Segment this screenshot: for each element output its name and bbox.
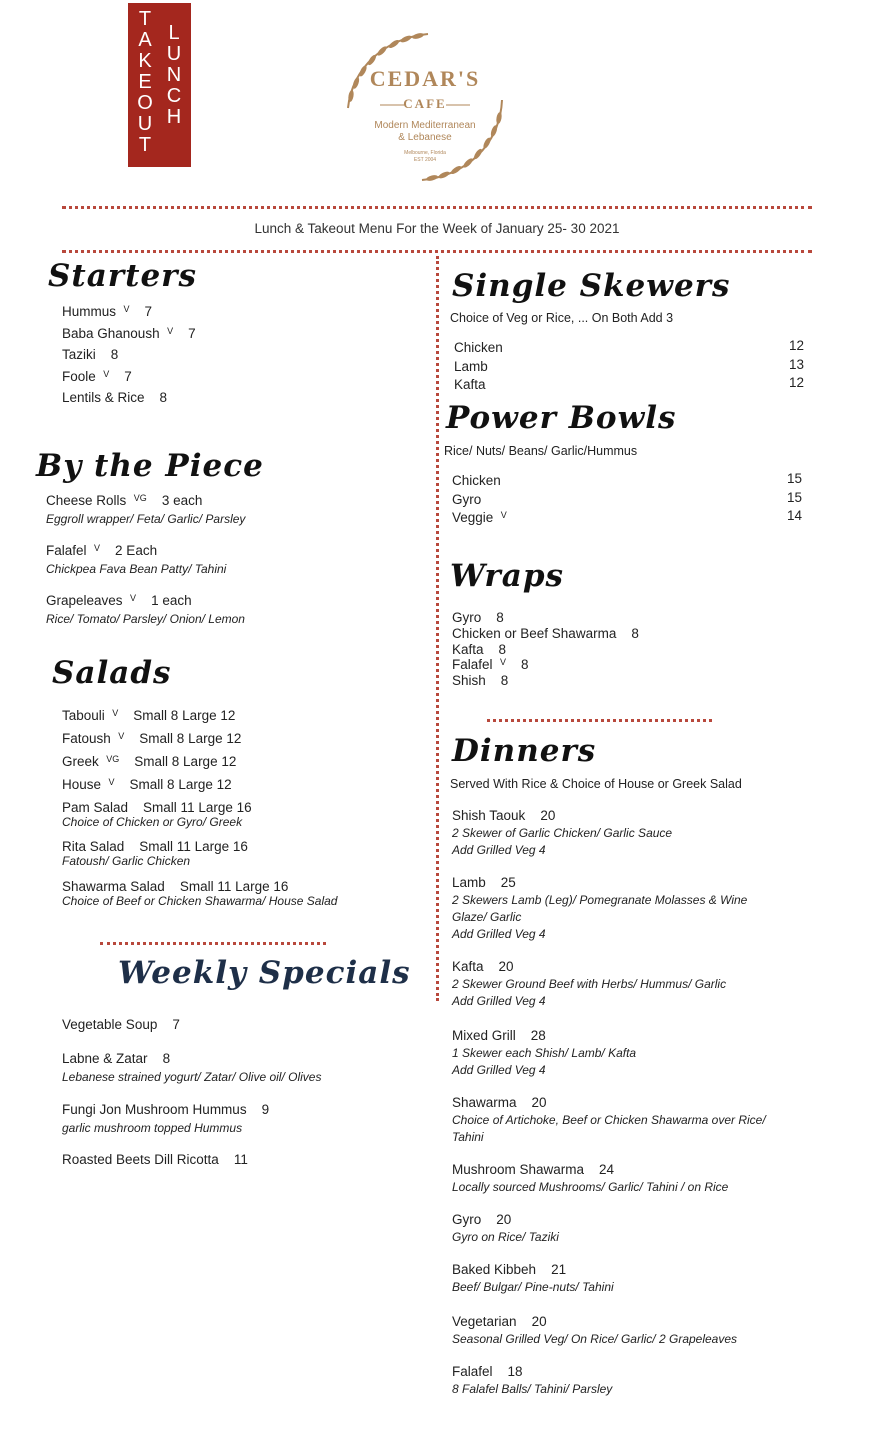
item-price: 7 bbox=[109, 368, 132, 384]
item-price: 20 bbox=[516, 1314, 547, 1329]
item-name: Cheese Rolls bbox=[46, 493, 127, 508]
diet-tag: V bbox=[159, 325, 174, 336]
dinner-item-desc: Tahini bbox=[452, 1130, 484, 1144]
item-price: 8 bbox=[506, 657, 529, 673]
skewer-item-name: Chicken bbox=[454, 340, 503, 355]
item-name: Gyro bbox=[452, 610, 482, 625]
item-name: Lentils & Rice bbox=[62, 390, 145, 405]
salad-item bbox=[62, 731, 241, 748]
item-price: 8 bbox=[144, 390, 168, 405]
item-name: Kafta bbox=[452, 641, 484, 657]
salad-item bbox=[62, 754, 236, 771]
item-name: Mushroom Shawarma bbox=[452, 1162, 585, 1177]
dinner-item bbox=[452, 959, 514, 975]
item-name: House bbox=[62, 777, 102, 792]
item-name: Fatoush bbox=[62, 731, 111, 746]
item-name: Rita Salad bbox=[62, 839, 125, 854]
dinner-item-desc: Gyro on Rice/ Taziki bbox=[452, 1230, 559, 1244]
item-name: Vegetarian bbox=[452, 1314, 517, 1329]
diet-tag: V bbox=[110, 731, 125, 741]
bowl-item-name: Veggie $^V$ bbox=[452, 510, 507, 525]
item-name: Foole bbox=[62, 368, 96, 384]
item-price: Small 8 Large 12 bbox=[118, 708, 236, 723]
item-price: 21 bbox=[536, 1262, 567, 1277]
wrap-item bbox=[452, 626, 639, 642]
item-name: Lamb bbox=[452, 875, 486, 890]
dinner-item-desc: Add Grilled Veg 4 bbox=[452, 843, 546, 857]
dinners-subtitle: Served With Rice & Choice of House or Greek Salad bbox=[450, 777, 742, 791]
piece-item-desc: Chickpea Fava Bean Patty/ Tahini bbox=[46, 562, 227, 576]
by-the-piece-heading: By the Piece bbox=[36, 448, 264, 484]
item-name: Falafel bbox=[452, 657, 493, 673]
item-price: 8 bbox=[485, 673, 509, 689]
item-name: Fungi Jon Mushroom Hummus bbox=[62, 1102, 247, 1117]
takeout-lunch-banner bbox=[128, 3, 191, 167]
bowl-item-price: 14 bbox=[786, 508, 802, 523]
diet-tag: VG bbox=[126, 493, 147, 503]
piece-item-desc: Eggroll wrapper/ Feta/ Garlic/ Parsley bbox=[46, 512, 246, 526]
skewer-item-name: Kafta bbox=[454, 377, 486, 392]
dinners-heading: Dinners bbox=[452, 733, 597, 769]
item-price: 8 bbox=[616, 625, 639, 641]
week-line: Lunch & Takeout Menu For the Week of January 25- 30 2021 bbox=[254, 221, 620, 236]
diet-tag: V bbox=[86, 543, 101, 553]
item-name: Shish bbox=[452, 673, 486, 689]
top-divider bbox=[62, 206, 812, 209]
salad-item bbox=[62, 879, 288, 895]
diet-tag: V bbox=[493, 510, 507, 520]
special-item bbox=[62, 1017, 180, 1033]
salad-item-desc: Choice of Chicken or Gyro/ Greek bbox=[62, 815, 243, 829]
item-price: 8 bbox=[481, 610, 504, 625]
special-item bbox=[62, 1102, 269, 1118]
dinner-item-desc: 1 Skewer each Shish/ Lamb/ Kafta bbox=[452, 1046, 637, 1060]
item-price: 3 each bbox=[146, 493, 203, 508]
piece-item bbox=[46, 493, 202, 510]
item-price: 7 bbox=[157, 1017, 180, 1032]
dinner-item bbox=[452, 1095, 547, 1111]
starters-heading: Starters bbox=[48, 258, 197, 294]
dinner-item-desc: Glaze/ Garlic bbox=[452, 910, 522, 924]
diet-tag: V bbox=[116, 304, 130, 314]
item-price: 8 bbox=[483, 641, 507, 657]
starter-item bbox=[62, 347, 118, 363]
banner-lunch-text: LUNCH bbox=[166, 22, 182, 128]
item-name: Shawarma Salad bbox=[62, 879, 165, 894]
starter-item bbox=[62, 390, 167, 406]
salad-item bbox=[62, 839, 248, 855]
item-price: 28 bbox=[515, 1028, 546, 1043]
item-price: 24 bbox=[584, 1162, 615, 1177]
item-name: Labne & Zatar bbox=[62, 1051, 148, 1066]
power-bowls-heading: Power Bowls bbox=[446, 400, 677, 436]
cedars-cafe-logo bbox=[340, 28, 510, 186]
item-name: Baba Ghanoush bbox=[62, 325, 160, 341]
dinner-item-desc: Choice of Artichoke, Beef or Chicken Shawarma over Rice/ bbox=[452, 1113, 766, 1127]
item-price: 25 bbox=[485, 875, 516, 890]
wrap-item bbox=[452, 673, 508, 689]
item-price: Small 8 Large 12 bbox=[124, 731, 242, 746]
item-name: Roasted Beets Dill Ricotta bbox=[62, 1152, 219, 1167]
bowl-item-price: 15 bbox=[786, 471, 802, 486]
wrap-item bbox=[452, 657, 529, 674]
item-name: Tabouli bbox=[62, 708, 105, 723]
skewer-item-price: 12 bbox=[788, 338, 804, 353]
starter-item bbox=[62, 369, 132, 386]
piece-item bbox=[46, 593, 192, 610]
item-price: Small 11 Large 16 bbox=[124, 839, 248, 854]
logo-est: EST 2004 bbox=[413, 157, 437, 163]
logo-tagline-2: & Lebanese bbox=[398, 132, 452, 143]
item-name: Chicken or Beef Shawarma bbox=[452, 625, 617, 641]
item-name: Taziki bbox=[62, 347, 96, 362]
starter-item bbox=[62, 326, 196, 343]
item-name: Kafta bbox=[452, 959, 484, 974]
bowl-item-price: 15 bbox=[786, 489, 802, 505]
diet-tag: V bbox=[95, 368, 110, 379]
salad-item-desc: Fatoush/ Garlic Chicken bbox=[62, 854, 191, 868]
item-name: Hummus bbox=[62, 304, 117, 319]
dinner-item-desc: Beef/ Bulgar/ Pine-nuts/ Tahini bbox=[452, 1280, 614, 1294]
item-price: Small 11 Large 16 bbox=[128, 800, 252, 815]
logo-tagline-1: Modern Mediterranean bbox=[374, 120, 476, 131]
piece-item bbox=[46, 543, 157, 560]
diet-tag: V bbox=[101, 777, 115, 787]
bowl-item-name: Chicken bbox=[452, 473, 501, 488]
banner-takeout-text: TAKEOUT bbox=[137, 8, 153, 156]
diet-tag: VG bbox=[98, 754, 120, 764]
column-divider bbox=[436, 256, 439, 1001]
dinner-item bbox=[452, 1364, 523, 1380]
item-name: Gyro bbox=[452, 1212, 482, 1227]
dinner-item bbox=[452, 1212, 511, 1228]
item-price: 7 bbox=[129, 304, 153, 319]
item-name: Baked Kibbeh bbox=[452, 1262, 537, 1277]
special-item-desc: Lebanese strained yogurt/ Zatar/ Olive oil/ Olives bbox=[62, 1070, 322, 1084]
skewer-item-name: Lamb bbox=[454, 358, 488, 374]
item-price: 20 bbox=[481, 1212, 512, 1227]
item-price: Small 8 Large 12 bbox=[119, 754, 237, 769]
item-price: 9 bbox=[246, 1102, 270, 1117]
special-item-desc: garlic mushroom topped Hummus bbox=[62, 1121, 243, 1135]
item-price: 2 Each bbox=[100, 543, 158, 558]
special-item bbox=[62, 1051, 170, 1067]
power-bowls-subtitle: Rice/ Nuts/ Beans/ Garlic/Hummus bbox=[444, 444, 638, 458]
item-name: Grapeleaves bbox=[46, 593, 123, 608]
salad-item-desc: Choice of Beef or Chicken Shawarma/ House Salad bbox=[62, 894, 338, 908]
dinner-item bbox=[452, 808, 555, 824]
item-name: Greek bbox=[62, 754, 99, 769]
item-price: 7 bbox=[173, 325, 196, 341]
single-skewers-heading: Single Skewers bbox=[452, 268, 731, 304]
logo-location: Melbourne, Florida bbox=[404, 150, 446, 156]
item-price: 20 bbox=[483, 959, 514, 974]
dinner-item-desc: 8 Falafel Balls/ Tahini/ Parsley bbox=[452, 1382, 613, 1396]
item-name: Vegetable Soup bbox=[62, 1017, 158, 1032]
dinner-item-desc: 2 Skewer of Garlic Chicken/ Garlic Sauce bbox=[452, 826, 673, 840]
item-name: Falafel bbox=[46, 543, 87, 558]
weekly-specials-heading: Weekly Specials bbox=[118, 955, 411, 991]
item-price: 8 bbox=[147, 1051, 171, 1066]
dinner-item-desc: 2 Skewers Lamb (Leg)/ Pomegranate Molasses & Wine bbox=[452, 893, 748, 907]
item-name: Falafel bbox=[452, 1364, 493, 1379]
logo-cafe: CAFE bbox=[403, 96, 447, 111]
item-name: Pam Salad bbox=[62, 800, 129, 815]
dinner-item bbox=[452, 875, 516, 891]
dinner-item-desc: Add Grilled Veg 4 bbox=[452, 927, 546, 941]
dinner-item-desc: Add Grilled Veg 4 bbox=[452, 994, 546, 1008]
diet-tag: V bbox=[122, 593, 137, 603]
wrap-item bbox=[452, 610, 504, 626]
salad-item bbox=[62, 708, 235, 725]
specials-divider bbox=[100, 942, 326, 945]
dinner-item bbox=[452, 1314, 547, 1330]
dinner-item-desc: 2 Skewer Ground Beef with Herbs/ Hummus/ Garlic bbox=[452, 977, 727, 991]
week-divider bbox=[62, 250, 812, 253]
item-name: Shawarma bbox=[452, 1095, 517, 1110]
wraps-heading: Wraps bbox=[450, 558, 564, 594]
item-name: Shish Taouk bbox=[452, 808, 526, 823]
item-price: Small 11 Large 16 bbox=[164, 879, 289, 894]
diet-tag: V bbox=[104, 708, 119, 718]
wrap-item bbox=[452, 642, 506, 658]
skewer-item-price: 13 bbox=[788, 356, 804, 372]
single-skewers-subtitle: Choice of Veg or Rice, ... On Both Add 3 bbox=[450, 311, 674, 325]
item-price: 1 each bbox=[136, 593, 192, 608]
diet-tag: V bbox=[492, 657, 507, 668]
item-price: 20 bbox=[516, 1095, 547, 1110]
item-price: 11 bbox=[218, 1152, 248, 1167]
item-price: 8 bbox=[95, 347, 119, 362]
item-price: Small 8 Large 12 bbox=[114, 777, 232, 792]
item-price: 20 bbox=[525, 808, 556, 823]
bowl-item-name: Gyro bbox=[452, 491, 482, 507]
dinner-item bbox=[452, 1028, 546, 1044]
dinner-item bbox=[452, 1162, 614, 1178]
starter-item bbox=[62, 304, 152, 321]
salads-heading: Salads bbox=[52, 655, 172, 691]
item-price: 18 bbox=[492, 1364, 523, 1379]
dinners-divider bbox=[487, 719, 712, 722]
salad-item bbox=[62, 800, 252, 816]
dinner-item-desc: Locally sourced Mushrooms/ Garlic/ Tahini / on Rice bbox=[452, 1180, 729, 1194]
special-item bbox=[62, 1152, 248, 1168]
logo-name: CEDAR'S bbox=[369, 66, 481, 91]
skewer-item-price: 12 bbox=[788, 375, 804, 390]
item-name: Mixed Grill bbox=[452, 1028, 516, 1043]
piece-item-desc: Rice/ Tomato/ Parsley/ Onion/ Lemon bbox=[46, 612, 245, 626]
dinner-item bbox=[452, 1262, 566, 1278]
dinner-item-desc: Add Grilled Veg 4 bbox=[452, 1063, 546, 1077]
salad-item bbox=[62, 777, 232, 794]
dinner-item-desc: Seasonal Grilled Veg/ On Rice/ Garlic/ 2 Grapeleaves bbox=[452, 1332, 738, 1346]
